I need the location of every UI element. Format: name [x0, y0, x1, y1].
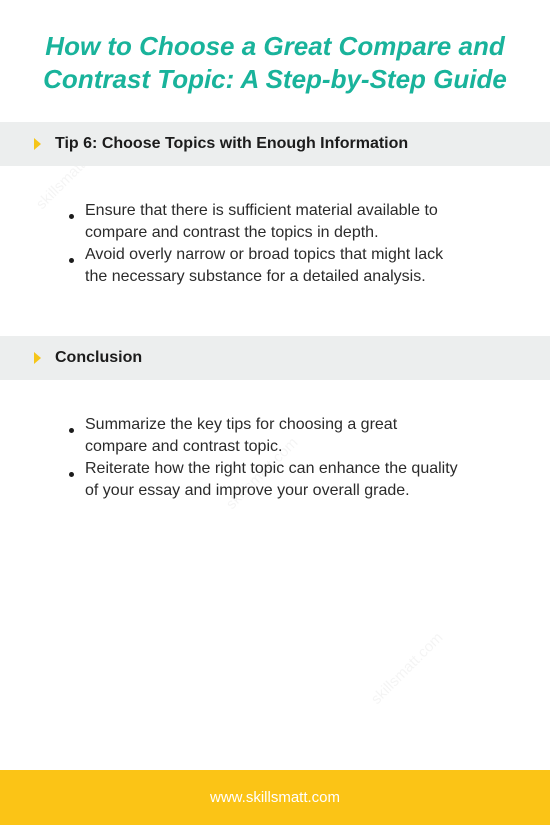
bullet-list-tip-6	[60, 200, 460, 288]
section-title: Conclusion	[55, 349, 143, 366]
list-item	[60, 200, 460, 244]
caret-right-icon	[34, 138, 41, 150]
bullet-list-conclusion	[60, 414, 460, 502]
bullet-icon	[69, 472, 74, 477]
page-title-line-1: How to Choose a Great Compare and	[45, 31, 505, 61]
watermark	[368, 629, 447, 708]
list-item-text: Ensure that there is sufficient material available to compare and contrast the topics in depth.	[85, 202, 438, 241]
page-title	[0, 30, 550, 96]
footer-url[interactable]: www.skillsmatt.com	[209, 789, 340, 806]
section-header-conclusion	[0, 336, 550, 380]
page-title-line-2: Contrast Topic: A Step-by-Step Guide	[43, 64, 507, 94]
list-item-text: Avoid overly narrow or broad topics that might lack the necessary substance for a detailed analysis.	[85, 246, 444, 285]
bullet-icon	[69, 428, 74, 433]
list-item	[60, 414, 460, 458]
list-item	[60, 458, 460, 502]
caret-right-icon	[34, 352, 41, 364]
list-item	[60, 244, 460, 288]
section-title: Tip 6: Choose Topics with Enough Information	[55, 135, 409, 152]
bullet-icon	[69, 214, 74, 219]
bullet-icon	[69, 258, 74, 263]
list-item-text: Reiterate how the right topic can enhance the quality of your essay and improve your overall grade.	[85, 460, 458, 499]
list-item-text: Summarize the key tips for choosing a great compare and contrast topic.	[85, 416, 398, 455]
section-header-tip-6	[0, 122, 550, 166]
footer-bar	[0, 770, 550, 825]
